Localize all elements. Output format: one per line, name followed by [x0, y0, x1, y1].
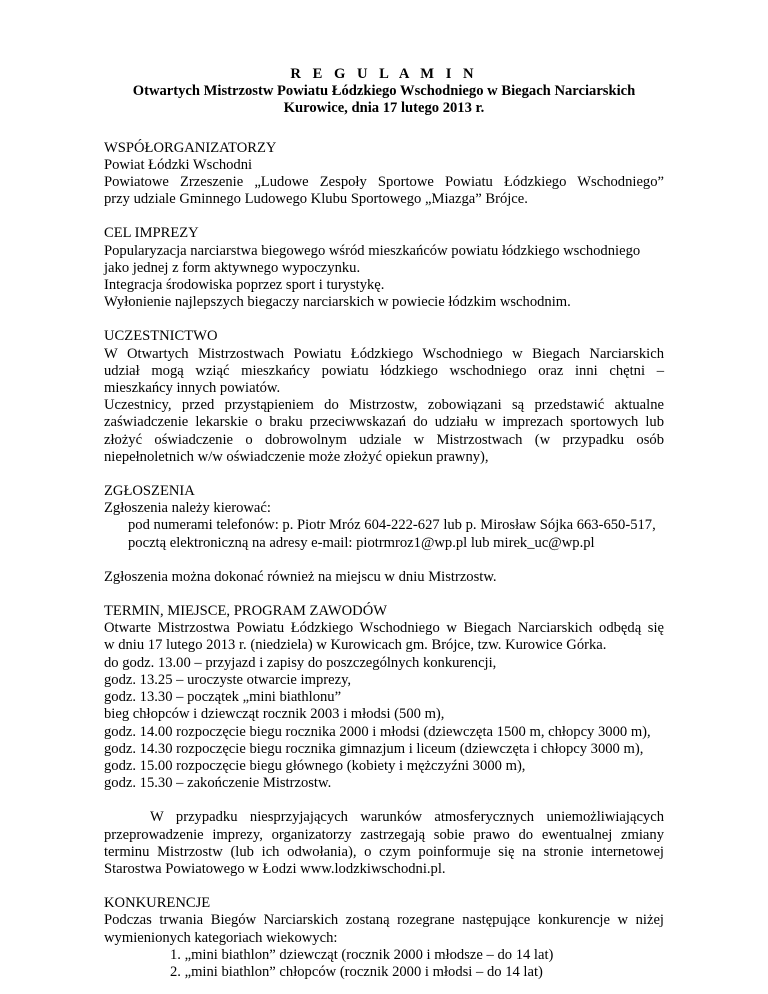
text-line: jako jednej z form aktywnego wypoczynku. — [104, 259, 361, 276]
schedule-item: godz. 13.25 – uroczyste otwarcie imprezy, — [104, 671, 352, 688]
section-heading: KONKURENCJE — [104, 895, 211, 912]
text-line: W Otwartych Mistrzostwach Powiatu Łódzkiego Wschodniego w Biegach Narciarskich — [104, 345, 664, 362]
section-heading: WSPÓŁORGANIZATORZY — [104, 139, 277, 156]
text-line: Powiatowe Zrzeszenie „Ludowe Zespoły Sportowe Powiatu Łódzkiego Wschodniego” — [104, 174, 664, 191]
text-line: Integracja środowiska poprzez sport i turystykę. — [104, 277, 385, 294]
section-heading: CEL IMPREZY — [104, 225, 199, 242]
schedule-item: bieg chłopców i dziewcząt rocznik 2003 i młodsi (500 m), — [104, 706, 445, 723]
section-cel-imprezy — [104, 225, 664, 311]
text-line: W przypadku niesprzyjających warunków atmosferycznych uniemożliwiających — [150, 809, 664, 826]
text-line: Zgłoszenia należy kierować: — [104, 500, 271, 517]
text-line: Popularyzacja narciarstwa biegowego wśród mieszkańców powiatu łódzkiego wschodniego — [104, 242, 641, 259]
text-line: przeprowadzenie imprezy, organizatorzy zastrzegają sobie prawo do ewentualnej zmiany — [104, 826, 664, 843]
schedule-item: godz. 14.30 rozpoczęcie biegu rocznika gimnazjum i liceum (dziewczęta i chłopcy 3000 m), — [104, 740, 644, 757]
section-uwaga — [104, 809, 664, 878]
schedule-item: godz. 14.00 rozpoczęcie biegu rocznika 2000 i młodsi (dziewczęta 1500 m, chłopcy 3000 m), — [104, 723, 651, 740]
text-line: Uczestnicy, przed przystąpieniem do Mistrzostw, zobowiązani są przedstawić aktualne — [104, 397, 664, 414]
list-item: 1. „mini biathlon” dziewcząt (rocznik 2000 i młodsze – do 14 lat) — [170, 946, 554, 963]
section-heading: ZGŁOSZENIA — [104, 483, 195, 500]
phone-contacts: pod numerami telefonów: p. Piotr Mróz 604-222-627 lub p. Mirosław Sójka 663-650-517, — [128, 517, 656, 534]
text-line: Powiat Łódzki Wschodni — [104, 156, 253, 173]
text-line: w dniu 17 lutego 2013 r. (niedziela) w Kurowicach gm. Brójce, tzw. Kurowice Górka. — [104, 637, 607, 654]
title-event-name: Otwartych Mistrzostw Powiatu Łódzkiego Wschodniego w Biegach Narciarskich — [132, 83, 636, 100]
schedule-item: do godz. 13.00 – przyjazd i zapisy do poszczególnych konkurencji, — [104, 654, 497, 671]
section-uczestnictwo — [104, 328, 664, 466]
text-line: przy udziale Gminnego Ludowego Klubu Sportowego „Miazga” Brójce. — [104, 191, 528, 208]
schedule-item: godz. 13.30 – początek „mini biathlonu” — [104, 689, 342, 706]
section-heading: TERMIN, MIEJSCE, PROGRAM ZAWODÓW — [104, 603, 388, 620]
text-line: Otwarte Mistrzostwa Powiatu Łódzkiego Wschodniego w Biegach Narciarskich odbędą się — [104, 620, 664, 637]
section-konkurencje — [104, 895, 664, 981]
document-title — [104, 66, 664, 118]
text-line: złożyć oświadczenie o dobrowolnym udziale w Mistrzostwach (w przypadku osób — [104, 431, 664, 448]
text-line: terminu Mistrzostw (lub ich odwołania), o czym poinformuje się na stronie internetowej — [104, 843, 664, 860]
title-regulamin: R E G U L A M I N — [290, 66, 478, 82]
section-wspolorganizatorzy — [104, 140, 664, 209]
schedule-item: godz. 15.30 – zakończenie Mistrzostw. — [104, 775, 332, 792]
text-line: Starostwa Powiatowego w Łodzi www.lodzkiwschodni.pl. — [104, 860, 446, 877]
text-line: niepełnoletnich w/w oświadczenie może złożyć opiekun prawny), — [104, 448, 489, 465]
list-item: 2. „mini biathlon” chłopców (rocznik 2000 i młodsi – do 14 lat) — [170, 963, 543, 980]
text-line: udział mogą wziąć mieszkańcy powiatu łódzkiego wschodniego oraz inni chętni – — [104, 362, 664, 379]
schedule-item: godz. 15.00 rozpoczęcie biegu głównego (kobiety i mężczyźni 3000 m), — [104, 757, 526, 774]
text-line: Wyłonienie najlepszych biegaczy narciarskich w powiecie łódzkim wschodnim. — [104, 294, 571, 311]
regulamin-document — [104, 66, 664, 981]
section-zgloszenia — [104, 483, 664, 586]
title-place-date: Kurowice, dnia 17 lutego 2013 r. — [283, 100, 485, 117]
email-contacts: pocztą elektroniczną na adresy e-mail: piotrmroz1@wp.pl lub mirek_uc@wp.pl — [128, 534, 595, 551]
text-line: wymienionych kategoriach wiekowych: — [104, 929, 338, 946]
section-termin — [104, 603, 664, 792]
section-heading: UCZESTNICTWO — [104, 328, 218, 345]
text-line: Zgłoszenia można dokonać również na miejscu w dniu Mistrzostw. — [104, 568, 497, 585]
text-line: mieszkańcy innych powiatów. — [104, 380, 281, 397]
text-line: zaświadczenie lekarskie o braku przeciwwskazań do udziału w imprezach sportowych lub — [104, 414, 664, 431]
text-line: Podczas trwania Biegów Narciarskich zostaną rozegrane następujące konkurencje w niżej — [104, 912, 664, 929]
